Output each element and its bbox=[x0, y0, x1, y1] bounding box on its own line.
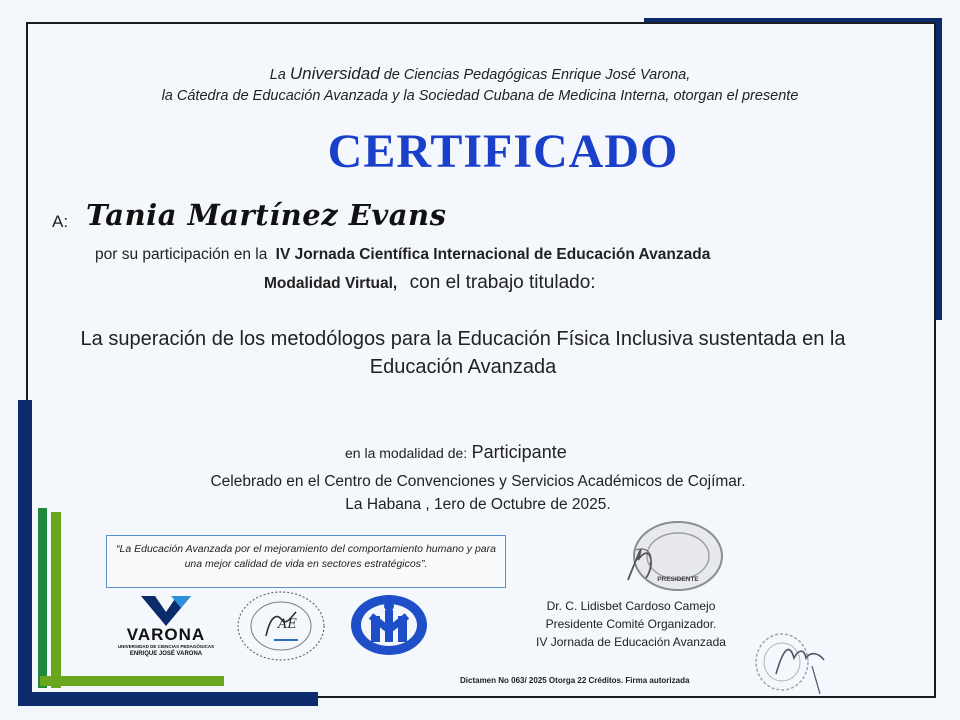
certificate-title: CERTIFICADO bbox=[327, 125, 679, 178]
svg-text:AE: AE bbox=[278, 617, 297, 632]
signatory-name: Dr. C. Lidisbet Cardoso Camejo bbox=[546, 599, 716, 613]
decor-bar-left-olive bbox=[51, 512, 61, 688]
mode-value: Participante bbox=[471, 442, 567, 462]
participation-prefix: por su participación en la bbox=[95, 246, 268, 263]
signatory-role: Presidente Comité Organizador. bbox=[545, 617, 717, 631]
footer-dictamen: Dictamen No 063/ 2025 Otorga 22 Créditos. Firma autorizada bbox=[460, 676, 690, 685]
venue-line: Celebrado en el Centro de Convenciones y Servicios Académicos de Cojímar. bbox=[210, 473, 746, 490]
decor-bar-left-navy bbox=[18, 400, 32, 706]
varona-sub-2: ENRIQUE JOSÉ VARONA bbox=[129, 651, 203, 657]
header-prefix: La bbox=[269, 67, 286, 83]
varona-logo bbox=[112, 596, 220, 662]
varona-emblem-icon bbox=[141, 596, 191, 626]
medicine-society-logo-icon bbox=[350, 594, 428, 656]
work-title: La superación de los metodólogos para la Educación Física Inclusiva sustentada en la Educación Avanzada bbox=[80, 328, 846, 378]
stamp-text: PRESIDENTE bbox=[657, 576, 699, 583]
president-stamp bbox=[620, 520, 728, 596]
header-university: Universidad bbox=[289, 64, 380, 83]
mode-line bbox=[345, 442, 567, 463]
decor-bar-bottom-navy bbox=[18, 692, 318, 706]
signatory-event: IV Jornada de Educación Avanzada bbox=[536, 635, 726, 649]
header-line-2: la Cátedra de Educación Avanzada y la Sociedad Cubana de Medicina Interna, otorgan el presente bbox=[161, 88, 799, 104]
modality: Modalidad Virtual, bbox=[264, 275, 398, 292]
varona-wordmark: VARONA bbox=[126, 625, 206, 644]
catedra-logo-icon bbox=[236, 590, 326, 662]
header-line-1 bbox=[0, 64, 960, 84]
motto-box: “La Educación Avanzada por el mejoramiento del comportamiento humano y para una mejor calidad de vida en sectores estratégicos”. bbox=[106, 535, 506, 588]
recipient-name: Tania Martínez Evans bbox=[86, 198, 447, 232]
stamp-seal-icon bbox=[620, 520, 728, 596]
work-intro: con el trabajo titulado: bbox=[409, 272, 596, 293]
decor-bar-left-green bbox=[38, 508, 47, 688]
modality-line bbox=[264, 272, 596, 294]
participation-line bbox=[95, 246, 710, 264]
recipient-label: A: bbox=[52, 212, 69, 231]
event-name: IV Jornada Científica Internacional de Educación Avanzada bbox=[275, 246, 711, 263]
authorized-signature-seal-icon bbox=[748, 628, 838, 700]
varona-sub-1: UNIVERSIDAD DE CIENCIAS PEDAGÓGICAS bbox=[117, 644, 215, 649]
date-line: La Habana , 1ero de Octubre de 2025. bbox=[345, 496, 611, 513]
decor-bar-bottom-olive bbox=[40, 676, 224, 686]
header-rest: de Ciencias Pedagógicas Enrique José Varona, bbox=[383, 67, 691, 83]
mode-label: en la modalidad de: bbox=[345, 445, 468, 461]
